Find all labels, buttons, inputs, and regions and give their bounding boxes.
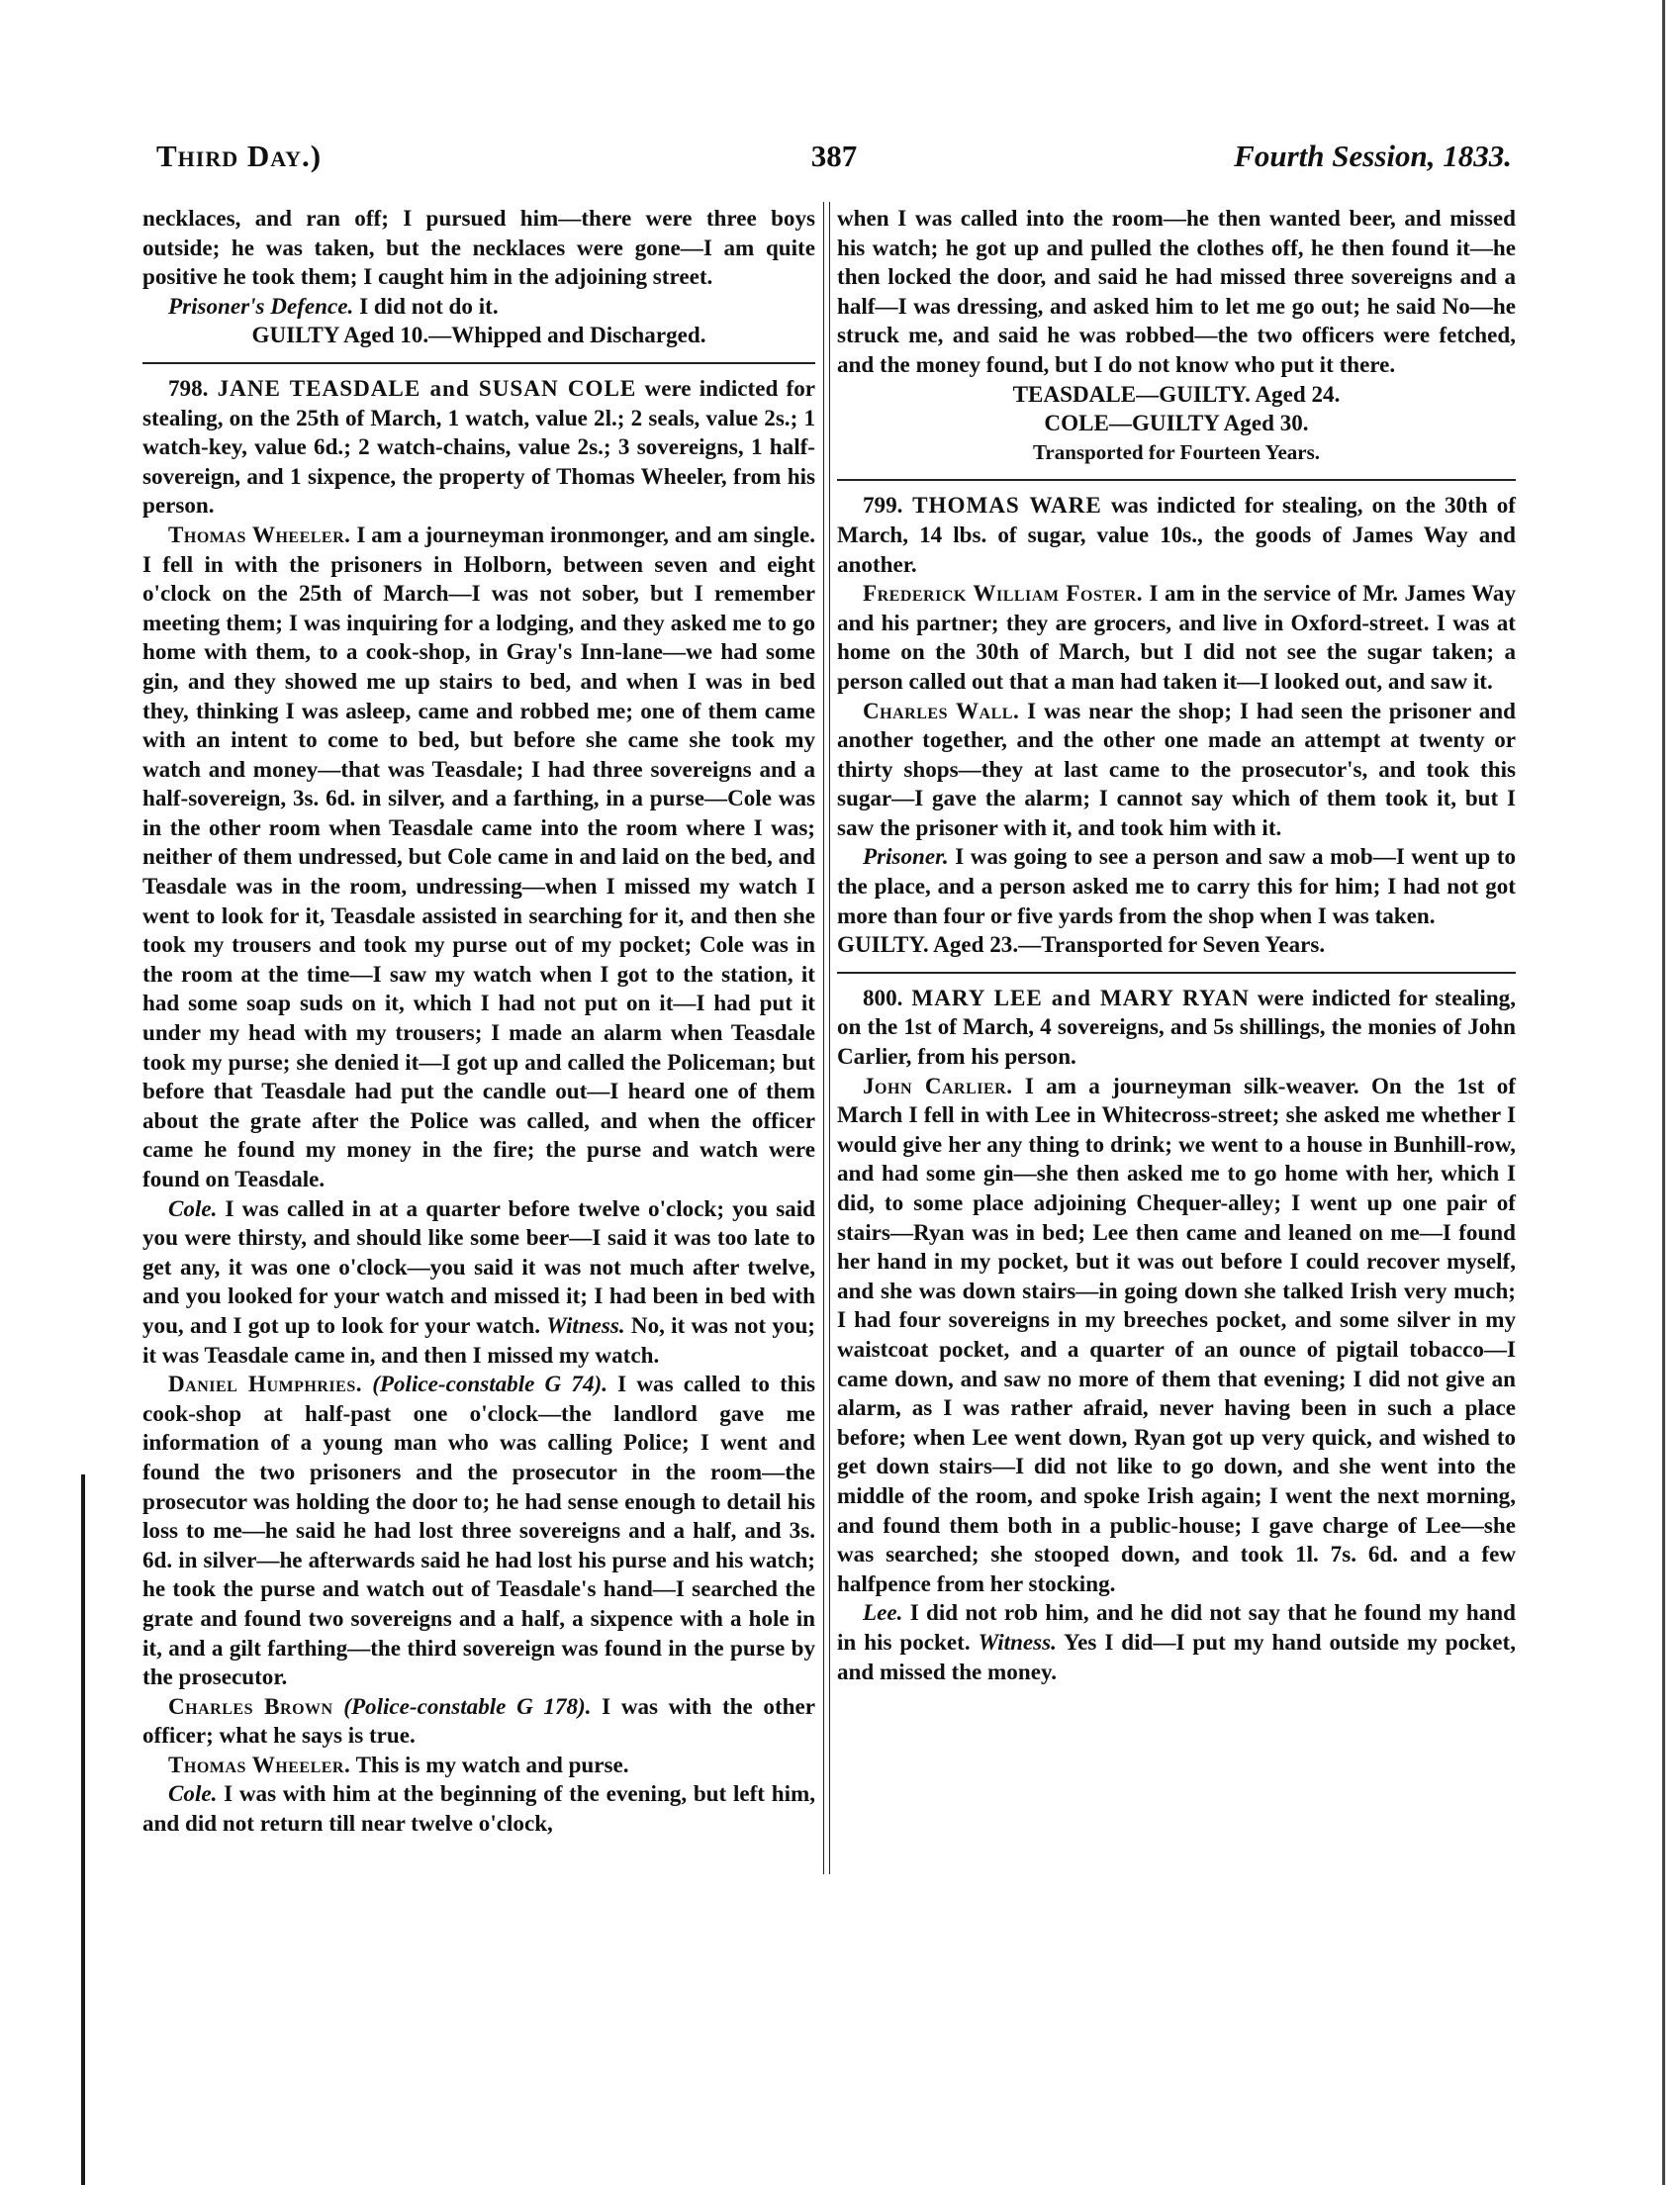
statement-cole [142, 1194, 815, 1371]
testimony-text: I was near the shop; I had seen the prisoner and another together, and the other one made an attempt at twenty or thirty shops—they at last came to the prosecutor's, and took this sugar—I gave the alarm; I cannot say which of them took it, but I saw the prisoner with it, and took him with it. [837, 697, 1516, 840]
witness-name: John Carlier. [863, 1072, 1013, 1098]
testimony-wall [837, 697, 1516, 843]
witness-name: Thomas Wheeler. [168, 1751, 351, 1777]
continuation-text: necklaces, and ran off; I pursued him—there were three boys outside; he was taken, but the necklaces were gone—I am quite positive he took them; I caught him in the adjoining street. [142, 205, 815, 290]
witness-rank: (Police-constable G 178). [343, 1692, 592, 1719]
speaker-label: Witness. [978, 1628, 1057, 1655]
defence-label: Prisoner's Defence. [168, 292, 354, 319]
header-session: Fourth Session, 1833. [1234, 139, 1512, 173]
testimony-text: I am a journeyman silk-weaver. On the 1st of March I fell in with Lee in Whitecross-street; she asked me whether I would give her any thing to drink; we went to a house in Bunhill-row, and had some gin—she then asked me to go home with her, which I did, to some place adjoining Chequer-alley; I went up one pair of stairs—Ryan was in bed; Lee then came and leaned on me—I found her hand in my pocket, but it was out before I could recover myself, and she was down stairs—in going down she talked Irish very much; I had four sovereigns in my breeches pocket, and some silver in my waistcoat pocket, and a quarter of an ounce of pigtail tobacco—I came down, and saw no more of them that evening; I did not give an alarm, as I was rather afraid, never having been in such a place before; when Lee went down, Ryan got up very quick, and wished to get down stairs—I did not like to go down, and she went into the middle of the room, and spoke Irish again; I went the next morning, and found them both in a public-house; I gave charge of Lee—she was searched; she stooped down, and took 1l. 7s. 6d. and a few halfpence from her stocking. [837, 1072, 1516, 1596]
case-defendants: JANE TEASDALE and SUSAN COLE [208, 374, 637, 401]
speaker-label: Witness. [546, 1311, 625, 1338]
header-day: Third Day.) [156, 139, 323, 173]
speaker-label: Cole. [168, 1780, 218, 1807]
statement-cole-2 [142, 1779, 815, 1838]
page-header [156, 139, 1512, 182]
right-column [837, 204, 1516, 1686]
case-799-indictment [837, 491, 1516, 579]
witness-name: Thomas Wheeler. [168, 521, 351, 547]
case-number: 798. [168, 374, 209, 401]
statement-text: I did not rob him, and he did not say that he found my hand in his pocket. [837, 1599, 1516, 1655]
indictment-text: was indicted for stealing, on the 30th of March, 14 lbs. of sugar, value 10s., the goods of James Way and another. [837, 492, 1516, 577]
witness-name: Frederick William Foster. [863, 580, 1144, 607]
sentence-798: Transported for Fourteen Years. [1032, 439, 1321, 464]
witness-name: Charles Wall. [863, 697, 1020, 723]
verdict-cole: COLE—GUILTY Aged 30. [1044, 410, 1309, 436]
witness-name: Daniel Humphries. [168, 1371, 363, 1397]
testimony-text: I was called to this cook-shop at half-past one o'clock—the landlord gave me information of a young man who was calling Police; I went and found the two prisoners and the prosecutor in the room—the prosecutor was holding the door to; he had sense enough to detail his loss to me—he said he had lost three sovereigns and a half, and 3s. 6d. in silver—he afterwards said he had lost his purse and his watch; he took the purse and watch out of Teasdale's hand—I searched the grate and found two sovereigns and a half, a sixpence with a hole in it, and a gilt farthing—the third sovereign was found in the purse by the prosecutor. [142, 1371, 816, 1690]
scan-edge-left [81, 1474, 85, 2185]
testimony-brown [142, 1692, 815, 1751]
page-number: 387 [810, 139, 858, 173]
statement-text: I was going to see a person and saw a mob—I went up to the place, and a person asked me to carry this for him; I had not got more than four or five yards from the shop when I was taken. [837, 843, 1516, 928]
prisoner-defence [142, 292, 815, 322]
case-number: 799. [863, 492, 903, 519]
defence-text: I did not do it. [353, 292, 499, 319]
speaker-label: Cole. [168, 1194, 218, 1221]
testimony-wheeler-2 [142, 1751, 815, 1780]
case-number: 800. [863, 984, 903, 1010]
witness-rank: (Police-constable G 74). [372, 1371, 607, 1397]
indictment-text: were indicted for stealing, on the 25th of March, 1 watch, value 2l.; 2 seals, value 2s.; 1 watch-key, value 6d.; 2 watch-chains, value 2s.; 3 sovereigns, 1 half-sovereign, and 1 sixpence, the property of Thomas Wheeler, from his person. [142, 374, 815, 519]
case-798-indictment [142, 374, 815, 521]
testimony-text: I am in the service of Mr. James Way and his partner; they are grocers, and live in Oxford-street. I was at home on the 30th of March, but I did not see the sugar taken; a person called out that a man had taken it—I looked out, and saw it. [837, 580, 1516, 694]
statement-text: I was with him at the beginning of the evening, but left him, and did not return till near twelve o'clock, [142, 1780, 815, 1837]
speaker-label: Lee. [863, 1599, 903, 1626]
testimony-wheeler [142, 521, 815, 1194]
case-defendants: THOMAS WARE [902, 492, 1102, 519]
verdict-797: GUILTY Aged 10.—Whipped and Discharged. [251, 322, 706, 348]
scan-edge-right [1662, 0, 1665, 2185]
statement-prisoner [837, 842, 1516, 930]
witness-name: Charles Brown [168, 1692, 333, 1719]
indictment-text: were indicted for stealing, on the 1st of March, 4 sovereigns, and 5s shillings, the monies of John Carlier, from his person. [837, 984, 1516, 1070]
testimony-text: This is my watch and purse. [350, 1751, 629, 1777]
statement-text: Yes I did—I put my hand outside my pocket, and missed the money. [837, 1628, 1516, 1684]
verdict-teasdale: TEASDALE—GUILTY. Aged 24. [1012, 380, 1341, 407]
speaker-label: Prisoner. [863, 843, 949, 870]
continuation-text: when I was called into the room—he then wanted beer, and missed his watch; he got up and pulled the clothes off, he then found it—he then locked the door, and said he had missed three sovereigns and a half—I was dressing, and asked him to let me go out; he said No—he struck me, and said he was robbed—the two officers were fetched, and the money found, but I do not know who put it there. [837, 205, 1516, 377]
case-separator [837, 972, 1516, 974]
testimony-foster [837, 579, 1516, 696]
case-separator [837, 479, 1516, 481]
statement-lee [837, 1598, 1516, 1686]
testimony-humphries [142, 1370, 815, 1692]
statement-text: I was called in at a quarter before twelve o'clock; you said you were thirsty, and should like some beer—I said it was too late to get any, it was one o'clock—you said it was not much after twelve, and you looked for your watch and missed it; I had been in bed with you, and I got up to look for your watch. [142, 1194, 815, 1338]
column-divider [823, 202, 830, 1874]
testimony-text: I was with the other officer; what he says is true. [142, 1692, 815, 1749]
statement-text: No, it was not you; it was Teasdale came in, and then I missed my watch. [142, 1311, 815, 1368]
case-800-indictment [837, 984, 1516, 1072]
verdict-799: GUILTY. Aged 23.—Transported for Seven Years. [837, 931, 1326, 958]
testimony-carlier [837, 1072, 1516, 1599]
left-column [142, 204, 815, 1839]
case-separator [142, 362, 815, 364]
testimony-text: I am a journeyman ironmonger, and am single. I fell in with the prisoners in Holborn, between seven and eight o'clock on the 25th of March—I was not sober, but I remember meeting them; I was inquiring for a lodging, and they asked me to go home with them, to a cook-shop, in Gray's Inn-lane—we had some gin, and they showed me up stairs to bed, and when I was in bed they, thinking I was asleep, came and robbed me; one of them came with an intent to come to bed, but before she came she took my watch and money—that was Teasdale; I had three sovereigns and a half-sovereign, 3s. 6d. in silver, and a farthing, in a purse—Cole was in the other room when Teasdale came into the room where I was; neither of them undressed, but Cole came in and laid on the bed, and Teasdale was in the room, undressing—when I missed my watch I went to look for it, Teasdale assisted in searching for it, and then she took my trousers and took my purse out of my pocket; Cole was in the room at the time—I saw my watch when I got to the station, it had some soap suds on it, which I had not put on it—I had put it under my head with my trousers; I made an alarm when Teasdale took my purse; she denied it—I got up and called the Policeman; but before that Teasdale had put the candle out—I heard one of them about the grate after the Police was called, and when the officer came he found my money in the fire; the purse and watch were found on Teasdale. [142, 521, 815, 1191]
case-defendants: MARY LEE and MARY RYAN [902, 984, 1250, 1010]
